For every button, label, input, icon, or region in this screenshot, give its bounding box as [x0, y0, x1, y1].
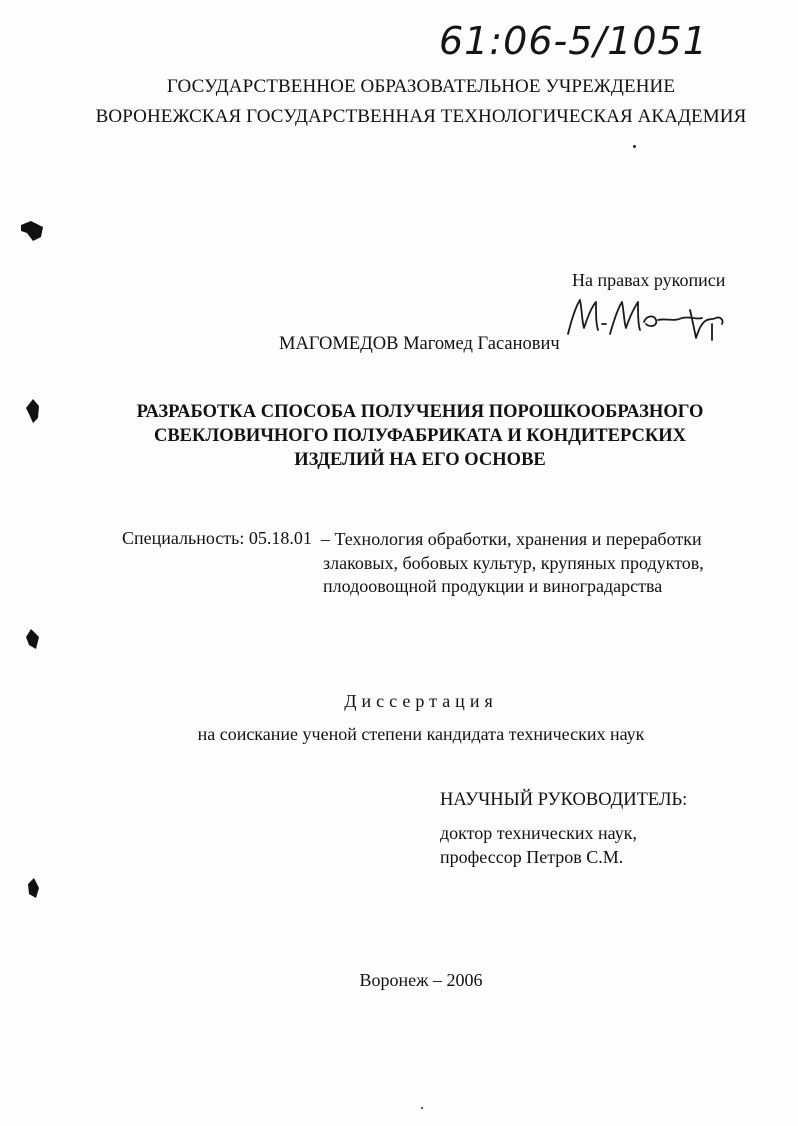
- dissertation-subheading: на соискание ученой степени кандидата технических наук: [197, 724, 645, 744]
- dissertation-heading: Диссертация: [344, 691, 498, 711]
- institution-line-1: ГОСУДАРСТВЕННОЕ ОБРАЗОВАТЕЛЬНОЕ УЧРЕЖДЕНИЕ: [166, 76, 676, 97]
- specialty-line: плодоовощной продукции и виноградарства: [323, 576, 663, 596]
- scan-speck: [421, 1107, 423, 1109]
- specialty-line: – Технология обработки, хранения и переработки: [321, 529, 702, 549]
- binder-hole-mark: [23, 627, 45, 653]
- specialty-description: [323, 528, 743, 599]
- binder-hole-mark: [23, 398, 45, 424]
- author-signature: [562, 288, 732, 348]
- institution-line-2: ВОРОНЕЖСКАЯ ГОСУДАРСТВЕННАЯ ТЕХНОЛОГИЧЕСКАЯ АКАДЕМИЯ: [95, 106, 747, 127]
- supervisor-degree: доктор технических наук,: [440, 823, 637, 843]
- binder-hole-mark: [19, 219, 41, 245]
- supervisor-name: профессор Петров С.М.: [440, 847, 624, 867]
- title-line: СВЕКЛОВИЧНОГО ПОЛУФАБРИКАТА И КОНДИТЕРСКИХ: [153, 426, 687, 446]
- specialty-label: Специальность: 05.18.01: [122, 528, 312, 548]
- supervisor-heading: НАУЧНЫЙ РУКОВОДИТЕЛЬ:: [440, 790, 688, 810]
- scan-speck: [633, 145, 636, 148]
- title-line: ИЗДЕЛИЙ НА ЕГО ОСНОВЕ: [294, 450, 546, 470]
- title-line: РАЗРАБОТКА СПОСОБА ПОЛУЧЕНИЯ ПОРОШКООБРАЗНОГО: [136, 402, 704, 422]
- dissertation-title: [100, 400, 740, 472]
- place-and-year: Воронеж – 2006: [359, 970, 483, 990]
- binder-hole-mark: [24, 876, 46, 902]
- specialty-line: злаковых, бобовых культур, крупяных продуктов,: [323, 552, 704, 573]
- archive-code-handwritten: [435, 14, 715, 64]
- author-name: МАГОМЕДОВ Магомед Гасанович: [279, 334, 560, 354]
- archive-code-text: 61:06-5/1051: [439, 19, 708, 63]
- manuscript-rights-note: На правах рукописи: [572, 270, 726, 290]
